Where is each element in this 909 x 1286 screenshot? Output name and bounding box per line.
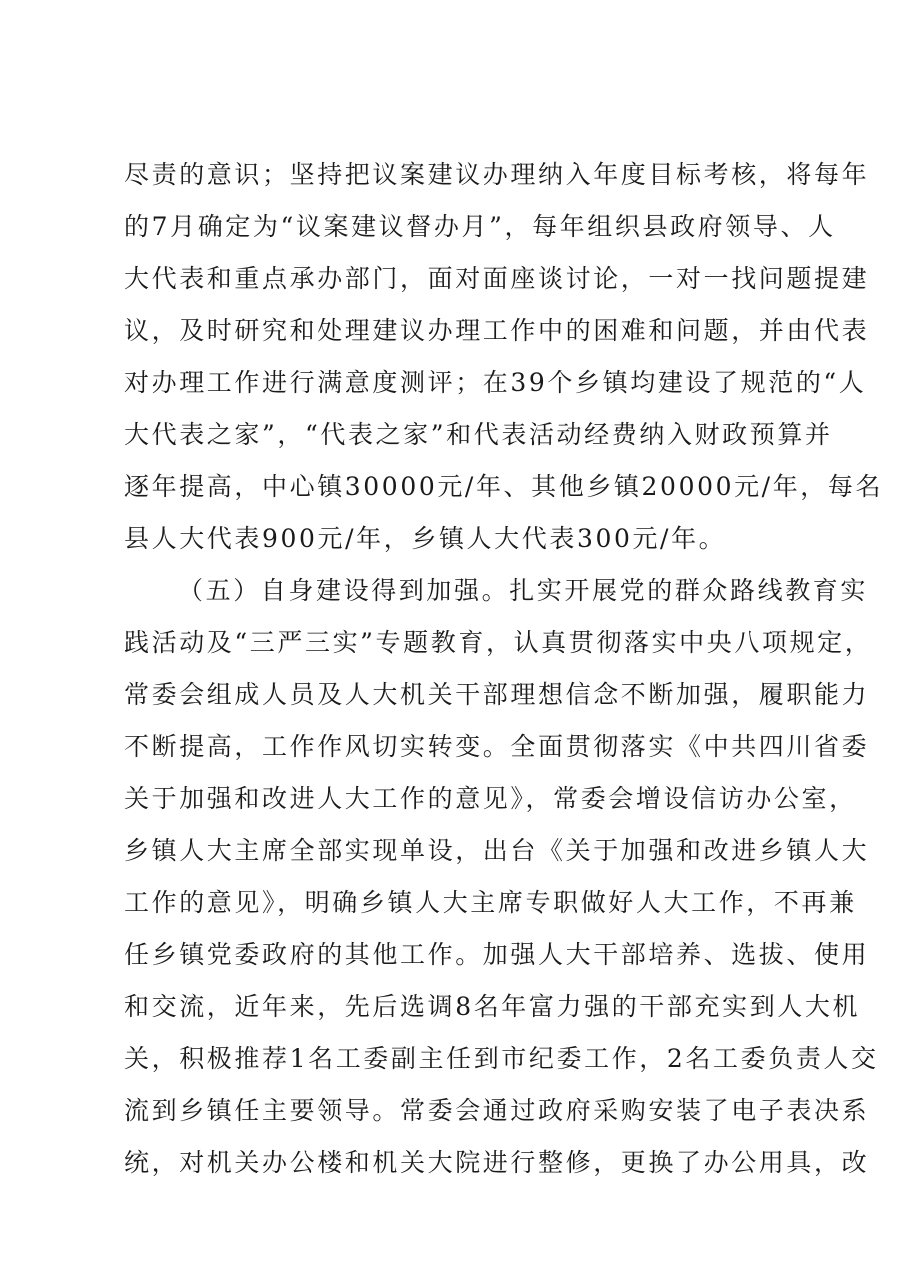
text-line: 大代表之家”，“代表之家”和代表活动经费纳入财政预算并 bbox=[124, 420, 833, 449]
text-line: 任乡镇党委政府的其他工作。加强人大干部培养、选拔、使用 bbox=[124, 940, 870, 969]
text-line: 对办理工作进行满意度测评；在39个乡镇均建设了规范的“人 bbox=[124, 368, 867, 397]
text-line: 逐年提高，中心镇30000元/年、其他乡镇20000元/年，每名 bbox=[124, 472, 884, 501]
text-line: 和交流，近年来，先后选调8名年富力强的干部充实到人大机 bbox=[124, 992, 861, 1021]
text-line: 不断提高，工作作风切实转变。全面贯彻落实《中共四川省委 bbox=[124, 732, 870, 761]
text-line: 践活动及“三严三实”专题教育，认真贯彻落实中央八项规定， bbox=[124, 628, 873, 657]
text-line: 统，对机关办公楼和机关大院进行整修，更换了办公用具，改 bbox=[124, 1148, 870, 1177]
text-line: 尽责的意识；坚持把议案建议办理纳入年度目标考核，将每年 bbox=[124, 160, 870, 189]
text-line: 关于加强和改进人大工作的意见》，常委会增设信访办公室， bbox=[124, 784, 857, 813]
text-line: 乡镇人大主席全部实现单设，出台《关于加强和改进乡镇人大 bbox=[124, 836, 870, 865]
text-line: 流到乡镇任主要领导。常委会通过政府采购安装了电子表决系 bbox=[124, 1096, 870, 1125]
text-line: 县人大代表900元/年，乡镇人大代表300元/年。 bbox=[124, 524, 727, 553]
text-line: 议，及时研究和处理建议办理工作中的困难和问题，并由代表 bbox=[124, 316, 870, 345]
text-line: 常委会组成人员及人大机关干部理想信念不断加强，履职能力 bbox=[124, 680, 870, 709]
text-line: 大代表和重点承办部门，面对面座谈讨论，一对一找问题提建 bbox=[124, 264, 870, 293]
text-line: 关，积极推荐1名工委副主任到市纪委工作，2名工委负责人交 bbox=[124, 1044, 879, 1073]
text-line: 工作的意见》，明确乡镇人大主席专职做好人大工作，不再兼 bbox=[124, 888, 857, 917]
paragraph-start-line: （五）自身建设得到加强。扎实开展党的群众路线教育实 bbox=[178, 576, 869, 605]
text-line: 的7月确定为“议案建议督办月”，每年组织县政府领导、人 bbox=[124, 212, 836, 241]
